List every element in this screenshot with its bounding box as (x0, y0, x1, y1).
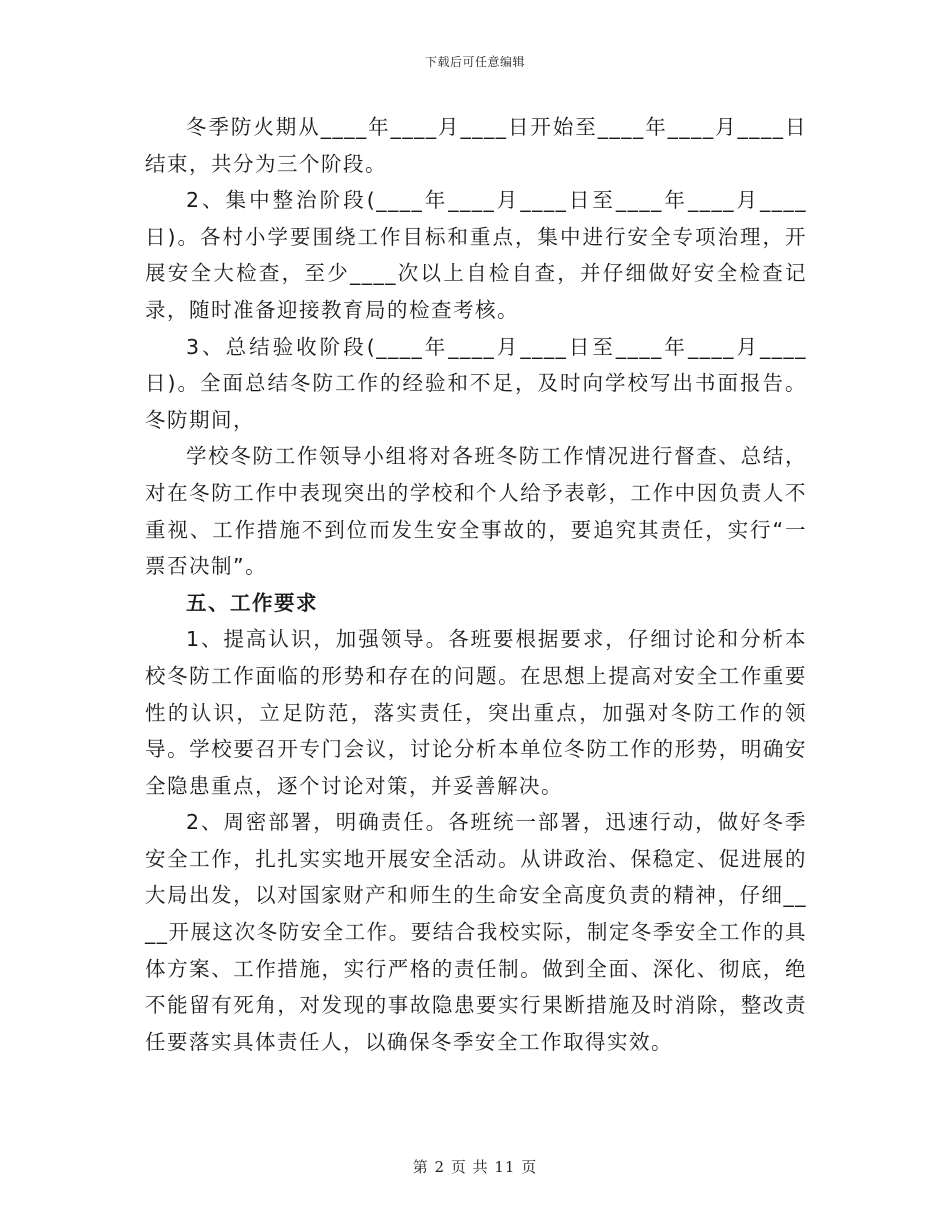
paragraph-supervision: 学校冬防工作领导小组将对各班冬防工作情况进行督查、总结，对在冬防工作中表现突出的学校和个人给予表彰，工作中因负责人不重视、工作措施不到位而发生安全事故的，要追究其责任，实行“一票否决制”。 (145, 444, 807, 579)
paragraph-requirement-1: 1、提高认识，加强领导。各班要根据要求，仔细讨论和分析本校冬防工作面临的形势和存在的问题。在思想上提高对安全工作重要性的认识，立足防范，落实责任，突出重点，加强对冬防工作的领导。学校要召开专门会议，讨论分析本单位冬防工作的形势，明确安全隐患重点，逐个讨论对策，并妥善解决。 (145, 627, 807, 798)
paragraph-stage-3: 3、总结验收阶段(____年____月____日至____年____月____日)。全面总结冬防工作的经验和不足，及时向学校写出书面报告。冬防期间， (145, 334, 807, 432)
paragraph-fire-period: 冬季防火期从____年____月____日开始至____年____月____日结束，共分为三个阶段。 (145, 115, 807, 176)
page-number-footer: 第 2 页 共 11 页 (412, 1158, 538, 1176)
paragraph-requirement-2: 2、周密部署，明确责任。各班统一部署，迅速行动，做好冬季安全工作，扎扎实实地开展安全活动。从讲政治、保稳定、促进展的大局出发，以对国家财产和师生的生命安全高度负责的精神，仔细____开展这次冬防安全工作。要结合我校实际，制定冬季安全工作的具体方案、工作措施，实行严格的责任制。做到全面、深化、彻底，绝不能留有死角，对发现的事故隐患要实行果断措施及时消除，整改责任要落实具体责任人，以确保冬季安全工作取得实效。 (145, 810, 807, 1054)
document-body (145, 109, 807, 1060)
paragraph-stage-2: 2、集中整治阶段(____年____月____日至____年____月____日)。各村小学要围绕工作目标和重点，集中进行安全专项治理，开展安全大检查，至少____次以上自检自查，并仔细做好安全检查记录，随时准备迎接教育局的检查考核。 (145, 188, 807, 322)
section-heading-work-requirements: 五、工作要求 (186, 590, 318, 615)
page-header-note: 下载后可任意编辑 (424, 55, 525, 69)
